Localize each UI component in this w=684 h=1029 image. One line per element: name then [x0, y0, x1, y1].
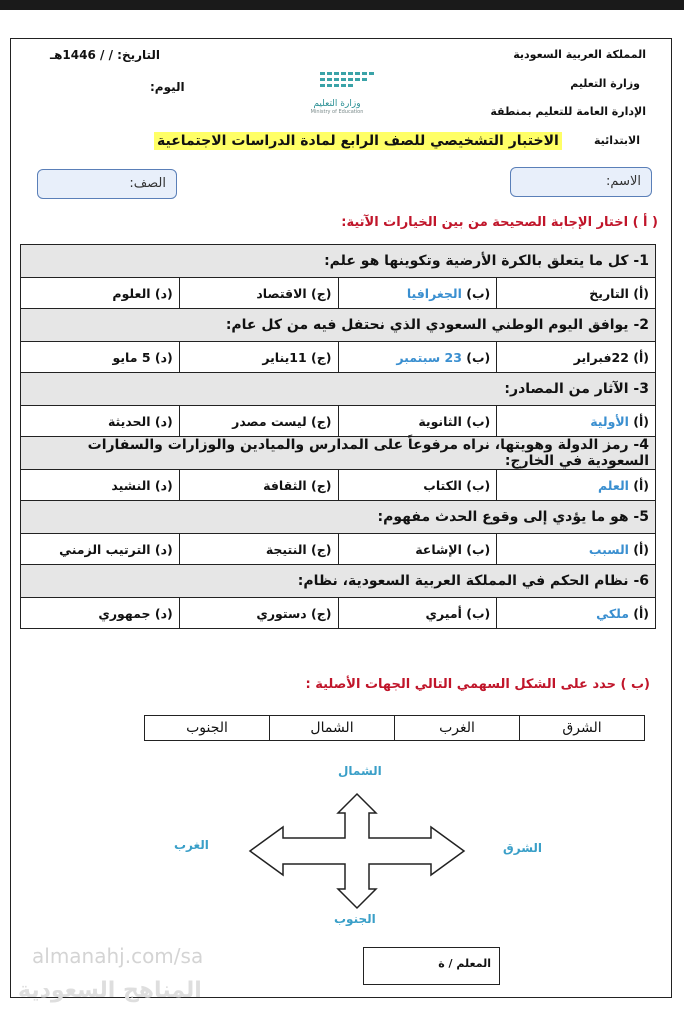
option-text: العلوم [112, 285, 151, 301]
option-text: ليست مصدر [232, 413, 307, 429]
answer-option[interactable] [338, 470, 497, 501]
option-text: التاريخ [589, 285, 629, 301]
answer-option[interactable] [179, 470, 338, 501]
bank-east: الشرق [520, 716, 645, 741]
question-text: 6- نظام الحكم في المملكة العربية السعودية، نظام: [21, 565, 656, 598]
correct-answer-text: العلم [597, 477, 629, 493]
question-text: 1- كل ما يتعلق بالكرة الأرضية وتكوينها هو علم: [21, 245, 656, 278]
question-row [21, 437, 656, 470]
option-text: الثقافة [263, 477, 307, 493]
option-prefix: (ج) [306, 541, 332, 557]
answer-option[interactable] [497, 278, 656, 309]
question-row [21, 309, 656, 342]
answer-row [21, 598, 656, 629]
name-field-label: الاسم: [606, 174, 641, 189]
top-bar [0, 0, 684, 10]
answer-option[interactable] [179, 278, 338, 309]
option-prefix: (ب) [461, 477, 491, 493]
option-prefix: (ج) [306, 605, 332, 621]
stage-label: الابتدائية [594, 134, 640, 147]
questions-table [20, 244, 656, 629]
answer-option[interactable] [179, 342, 338, 373]
watermark-url: almanahj.com/sa [32, 944, 204, 968]
answer-option[interactable] [338, 598, 497, 629]
date-row [50, 48, 160, 62]
east-label: الشرق [503, 841, 543, 855]
section-b-title: (ب ) حدد على الشكل السهمي التالي الجهات الأصلية : [305, 677, 650, 692]
answer-row [21, 342, 656, 373]
south-label: الجنوب [334, 912, 376, 926]
directions-bank [144, 715, 645, 741]
answer-option[interactable] [179, 406, 338, 437]
answer-option[interactable] [21, 598, 180, 629]
teacher-label: المعلم / ة [438, 957, 491, 970]
bank-south: الجنوب [145, 716, 270, 741]
answer-option[interactable] [179, 534, 338, 565]
option-text: الثانوية [418, 413, 462, 429]
date-label: التاريخ: [117, 48, 161, 62]
answer-option[interactable] [21, 278, 180, 309]
option-text: أميري [425, 605, 462, 621]
answer-option[interactable] [21, 470, 180, 501]
option-prefix: (ج) [306, 285, 332, 301]
question-row [21, 245, 656, 278]
option-prefix: (ج) [306, 349, 332, 365]
answer-option[interactable] [21, 406, 180, 437]
option-text: النشيد [111, 477, 151, 493]
answer-option[interactable] [338, 342, 497, 373]
bank-north: الشمال [270, 716, 395, 741]
question-text: 3- الآثار من المصادر: [21, 373, 656, 406]
option-prefix: (د) [150, 477, 173, 493]
date-value: / / 1446هـ [50, 48, 113, 62]
exam-title: الاختبار التشخيصي للصف الرابع لمادة الدراسات الاجتماعية [154, 132, 562, 150]
option-prefix: (ج) [306, 413, 332, 429]
option-prefix: (د) [150, 349, 173, 365]
compass-arrows-icon [248, 792, 466, 910]
question-text: 5- هو ما يؤدي إلى وقوع الحدث مفهوم: [21, 501, 656, 534]
option-text: 11يناير [262, 349, 307, 365]
option-prefix: (أ) [628, 285, 649, 301]
correct-answer-text: الأولية [590, 413, 629, 429]
option-text: الكتاب [423, 477, 462, 493]
option-text: الاقتصاد [256, 285, 307, 301]
answer-row [21, 534, 656, 565]
ministry-logo [292, 70, 382, 115]
correct-answer-text: الجغرافيا [406, 285, 462, 301]
class-field-label: الصف: [129, 176, 166, 191]
name-field[interactable] [510, 167, 652, 197]
kingdom-label: المملكة العربية السعودية [513, 48, 646, 61]
option-prefix: (د) [150, 605, 173, 621]
question-text: 4- رمز الدولة وهويتها، نراه مرفوعاً على المدارس والميادين والوزارات والسفارات السعودية في الخارج: [21, 437, 656, 470]
logo-english: Ministry of Education [310, 109, 364, 115]
correct-answer-text: ملكي [596, 605, 629, 621]
watermark-site-name: المناهج السعودية [18, 978, 202, 1003]
section-a-title: ( أ ) اختار الإجابة الصحيحة من بين الخيارات الآتية: [341, 215, 658, 230]
west-label: الغرب [174, 838, 209, 852]
option-text: النتيجة [265, 541, 307, 557]
answer-row [21, 470, 656, 501]
north-label: الشمال [338, 764, 382, 778]
option-text: 5 مايو [112, 349, 151, 365]
question-row [21, 373, 656, 406]
option-text: دستوري [256, 605, 307, 621]
question-row [21, 501, 656, 534]
option-text: الترتيب الزمني [59, 541, 151, 557]
directorate-label: الإدارة العامة للتعليم بمنطقة [490, 105, 646, 118]
option-prefix: (أ) [628, 605, 649, 621]
option-prefix: (د) [150, 541, 173, 557]
answer-option[interactable] [497, 598, 656, 629]
ministry-label: وزارة التعليم [570, 77, 640, 90]
question-row [21, 565, 656, 598]
answer-option[interactable] [21, 534, 180, 565]
answer-option[interactable] [21, 342, 180, 373]
logo-arabic: وزارة التعليم [313, 99, 361, 109]
bank-west: الغرب [395, 716, 520, 741]
option-prefix: (أ) [628, 413, 649, 429]
question-text: 2- يوافق اليوم الوطني السعودي الذي نحتفل فيه من كل عام: [21, 309, 656, 342]
option-prefix: (ب) [461, 285, 491, 301]
correct-answer-text: 23 سبتمبر [396, 349, 462, 365]
option-prefix: (ب) [461, 541, 491, 557]
answer-option[interactable] [497, 534, 656, 565]
option-prefix: (ج) [306, 477, 332, 493]
teacher-box[interactable] [363, 947, 500, 985]
answer-row [21, 406, 656, 437]
answer-option[interactable] [497, 342, 656, 373]
answer-option[interactable] [179, 598, 338, 629]
option-prefix: (ب) [461, 413, 491, 429]
correct-answer-text: السبب [588, 541, 629, 557]
logo-mark-icon [292, 70, 382, 94]
day-label: اليوم: [150, 80, 185, 94]
class-field[interactable] [37, 169, 177, 199]
option-prefix: (ب) [461, 605, 491, 621]
option-text: الإشاعة [415, 541, 462, 557]
answer-option[interactable] [497, 470, 656, 501]
option-prefix: (د) [150, 285, 173, 301]
option-prefix: (ب) [461, 349, 491, 365]
answer-row [21, 278, 656, 309]
option-text: جمهوري [98, 605, 151, 621]
option-prefix: (أ) [628, 541, 649, 557]
option-prefix: (أ) [628, 349, 649, 365]
option-text: الحديثة [107, 413, 151, 429]
option-text: 22فبراير [573, 349, 629, 365]
answer-option[interactable] [338, 278, 497, 309]
answer-option[interactable] [338, 406, 497, 437]
answer-option[interactable] [497, 406, 656, 437]
answer-option[interactable] [338, 534, 497, 565]
option-prefix: (أ) [628, 477, 649, 493]
option-prefix: (د) [150, 413, 173, 429]
